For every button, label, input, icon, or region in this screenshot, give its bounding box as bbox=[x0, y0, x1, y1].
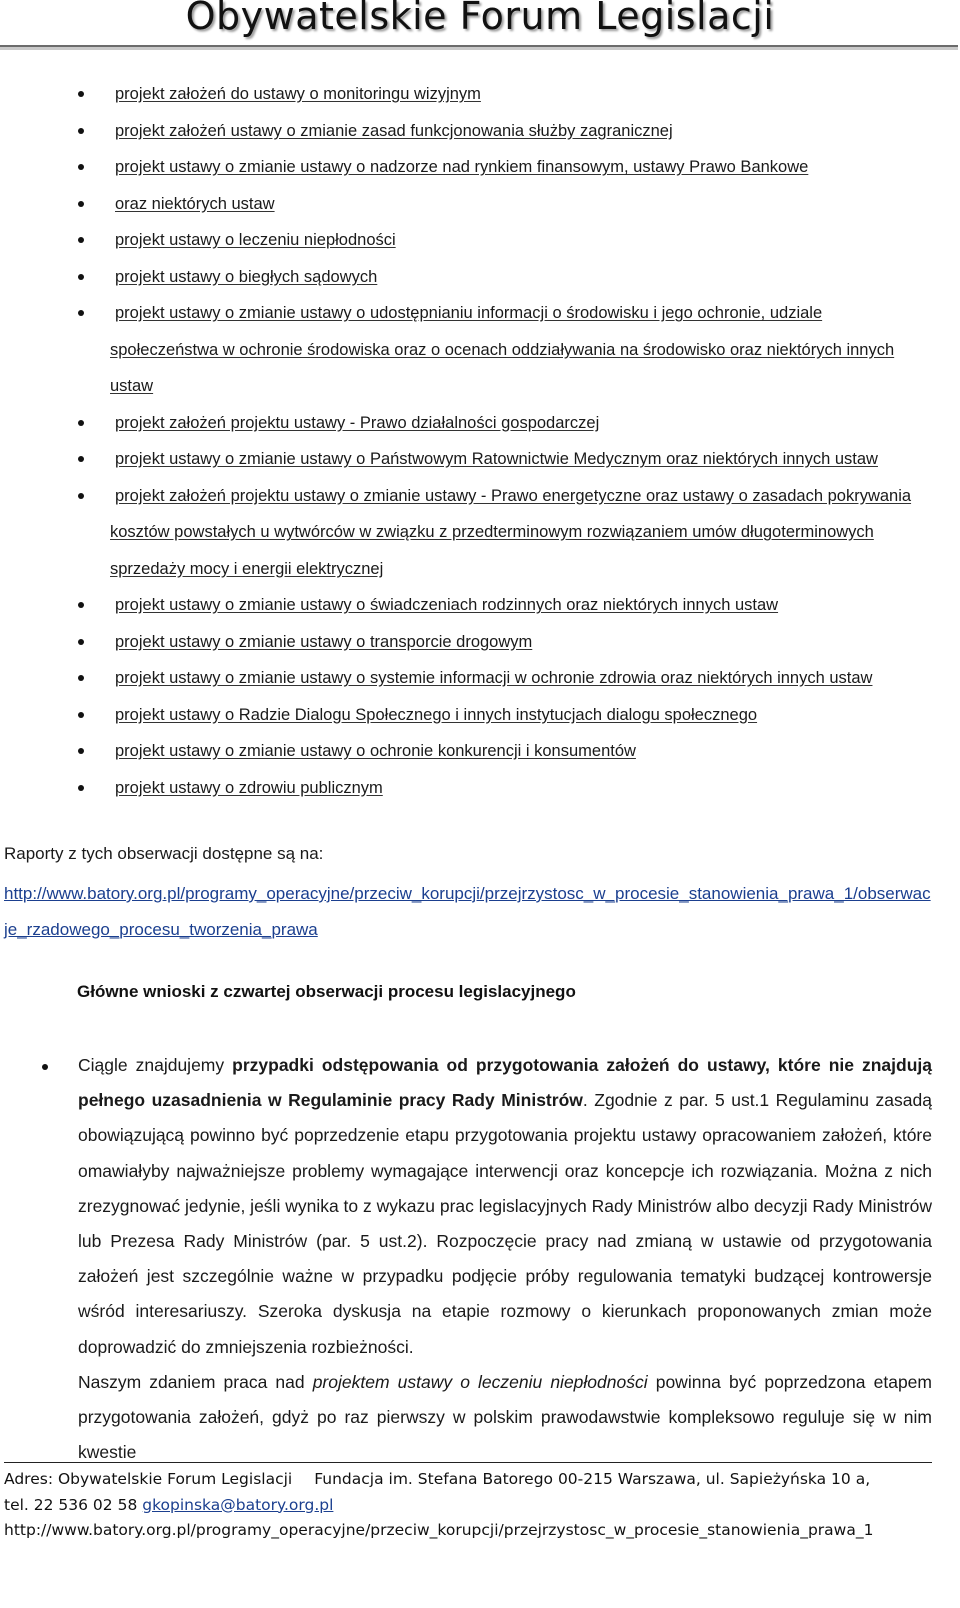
list-item-text bbox=[0, 624, 960, 661]
bullet-dot bbox=[78, 274, 84, 280]
list-item-line: projekt ustawy o zmianie ustawy o systemie informacji w ochronie zdrowia oraz niektórych innych ustaw bbox=[115, 669, 873, 687]
bullet-dot bbox=[78, 639, 84, 645]
bullet-dot bbox=[78, 164, 84, 170]
list-item-line: projekt ustawy o zdrowiu publicznym bbox=[115, 778, 383, 797]
footer-foundation: Fundacja im. Stefana Batorego 00-215 Warszawa, ul. Sapieżyńska 10 a, bbox=[314, 1470, 871, 1488]
list-item-text bbox=[0, 770, 960, 807]
bullet-dot bbox=[78, 748, 84, 754]
list-item-text bbox=[0, 478, 960, 588]
conclusions-list bbox=[0, 1048, 960, 1470]
list-item-line: projekt założeń projektu ustawy o zmianie ustawy - Prawo energetyczne oraz ustawy o zasadach pokrywania bbox=[115, 486, 912, 505]
conclusion-emphasis: przypadki odstępowania od przygotowania założeń do ustawy, które nie znajdują pełnego uzasadnienia w Regulaminie pracy Rady Ministrów bbox=[78, 1055, 932, 1111]
list-item-line: projekt ustawy o zmianie ustawy o nadzorze nad rynkiem finansowym, ustawy Prawo Bankowe bbox=[115, 158, 809, 176]
list-item-text bbox=[0, 222, 960, 259]
list-item bbox=[0, 113, 960, 150]
observed-bills-list bbox=[0, 76, 960, 806]
bullet-dot bbox=[78, 456, 84, 462]
footer-address: Adres: Obywatelskie Forum Legislacji bbox=[4, 1470, 293, 1488]
list-item-line: projekt ustawy o Radzie Dialogu Społecznego i innych instytucjach dialogu społecznego bbox=[115, 705, 758, 724]
list-item bbox=[0, 405, 960, 442]
list-item bbox=[0, 660, 960, 697]
list-item-text bbox=[0, 76, 960, 113]
list-item-line: społeczeństwa w ochronie środowiska oraz o ocenach oddziaływania na środowisko oraz niektórych innych bbox=[110, 340, 895, 359]
list-item-line: projekt ustawy o leczeniu niepłodności bbox=[115, 231, 396, 249]
list-item-text bbox=[0, 660, 960, 697]
conclusion-body-2: powinna być poprzedzona etapem przygotowania założeń, gdyż po raz pierwszy w polskim prawodawstwie kompleksowo reguluje się w nim kwestie bbox=[78, 1371, 932, 1463]
list-item bbox=[0, 295, 960, 405]
conclusion-intro-2: Naszym zdaniem praca nad bbox=[78, 1371, 313, 1392]
list-item-text bbox=[0, 441, 960, 478]
list-item-line: projekt założeń projektu ustawy - Prawo działalności gospodarczej bbox=[115, 413, 600, 432]
reports-label: Raporty z tych obserwacji dostępne są na: bbox=[4, 844, 324, 863]
list-item-line: sprzedaży mocy i energii elektrycznej bbox=[110, 559, 384, 578]
header-rule bbox=[0, 45, 958, 50]
footer-contact-line bbox=[4, 1493, 934, 1519]
list-item bbox=[0, 770, 960, 807]
footer bbox=[4, 1467, 934, 1544]
section-heading: Główne wnioski z czwartej obserwacji procesu legislacyjnego bbox=[77, 982, 576, 1001]
bullet-dot bbox=[78, 712, 84, 718]
bullet-dot bbox=[78, 237, 84, 243]
reports-link[interactable]: http://www.batory.org.pl/programy_operacyjne/przeciw_korupcji/przejrzystosc_w_procesie_stanowienia_prawa_1/obserwacje_rzadowego_procesu_tworzenia_prawa bbox=[4, 884, 931, 939]
list-item-text bbox=[0, 186, 960, 223]
list-item bbox=[0, 186, 960, 223]
list-item-line: projekt ustawy o biegłych sądowych bbox=[115, 267, 378, 286]
list-item-line: projekt ustawy o zmianie ustawy o Państwowym Ratownictwie Medycznym oraz niektórych innych ustaw bbox=[115, 450, 878, 468]
list-item-text bbox=[0, 405, 960, 442]
list-item bbox=[0, 624, 960, 661]
list-item-line: projekt ustawy o zmianie ustawy o transporcie drogowym bbox=[115, 632, 533, 651]
list-item-line: ustaw bbox=[110, 377, 154, 395]
conclusion-paragraph-2 bbox=[78, 1365, 932, 1471]
list-item-text bbox=[0, 587, 960, 624]
list-item-line: projekt ustawy o zmianie ustawy o świadczeniach rodzinnych oraz niektórych innych ustaw bbox=[115, 596, 779, 614]
bullet-dot bbox=[78, 493, 84, 499]
conclusion-body: . Zgodnie z par. 5 ust.1 Regulaminu zasadą obowiązującą powinno być poprzedzenie etapu przygotowania projektu ustawy opracowaniem założeń, które omawiałyby najważniejsze problemy wymagające interwencji oraz koncepcje ich rozwiązania. Można z nich zrezygnować jedynie, jeśli wynika to z wykazu prac legislacyjnych Rady Ministrów albo decyzji Rady Ministrów lub Prezesa Rady Ministrów (par. 5 ust.2). Rozpoczęcie pracy nad zmianą w ustawie od przygotowania założeń jest szczególnie ważne w przypadku podjęcie próby regulowania tematyki budzącej kontrowersje wśród interesariuszy. Szeroka dyskusja na etapie rozmowy o kierunkach proponowanych zmian może doprowadzić do zmniejszenia rozbieżności. bbox=[78, 1090, 932, 1357]
list-item-line: kosztów powstałych u wytwórców w związku z przedterminowym rozwiązaniem umów długoterminowych bbox=[110, 523, 874, 541]
bullet-dot bbox=[78, 675, 84, 681]
list-item-text bbox=[0, 733, 960, 770]
footer-address-line bbox=[4, 1467, 934, 1493]
list-item bbox=[0, 697, 960, 734]
bullet-dot bbox=[78, 201, 84, 207]
list-item bbox=[0, 259, 960, 296]
bullet-dot bbox=[42, 1064, 48, 1070]
list-item-line: projekt założeń ustawy o zmianie zasad funkcjonowania służby zagranicznej bbox=[115, 121, 673, 140]
list-item bbox=[0, 587, 960, 624]
list-item bbox=[0, 222, 960, 259]
bullet-dot bbox=[78, 785, 84, 791]
list-item-line: projekt ustawy o zmianie ustawy o udostępnianiu informacji o środowisku i jego ochronie, udziale bbox=[115, 304, 823, 322]
conclusion-italic: projektem ustawy o leczeniu niepłodności bbox=[312, 1371, 648, 1392]
footer-url: http://www.batory.org.pl/programy_operacyjne/przeciw_korupcji/przejrzystosc_w_procesie_stanowienia_prawa_1 bbox=[4, 1521, 874, 1539]
bullet-dot bbox=[78, 128, 84, 134]
list-item-text bbox=[0, 697, 960, 734]
list-item bbox=[0, 478, 960, 588]
footer-rule bbox=[4, 1462, 932, 1463]
list-item-text bbox=[0, 149, 960, 186]
footer-email-link[interactable]: gkopinska@batory.org.pl bbox=[142, 1495, 334, 1514]
list-item-text bbox=[0, 113, 960, 150]
conclusion-intro: Ciągle znajdujemy bbox=[78, 1055, 233, 1075]
list-item-line: oraz niektórych ustaw bbox=[115, 194, 275, 213]
footer-phone: tel. 22 536 02 58 bbox=[4, 1495, 143, 1514]
bullet-dot bbox=[78, 602, 84, 608]
bullet-dot bbox=[78, 91, 84, 97]
bullet-dot bbox=[78, 420, 84, 426]
list-item bbox=[0, 149, 960, 186]
bullet-dot bbox=[78, 310, 84, 316]
list-item bbox=[0, 733, 960, 770]
list-item-text bbox=[0, 259, 960, 296]
list-item-text bbox=[0, 295, 960, 405]
header-title: Obywatelskie Forum Legislacji bbox=[185, 0, 775, 38]
list-item-line: projekt ustawy o zmianie ustawy o ochronie konkurencji i konsumentów bbox=[115, 742, 636, 760]
conclusion-paragraph bbox=[78, 1048, 932, 1365]
list-item-line: projekt założeń do ustawy o monitoringu wizyjnym bbox=[115, 85, 481, 103]
list-item bbox=[0, 76, 960, 113]
list-item bbox=[0, 441, 960, 478]
